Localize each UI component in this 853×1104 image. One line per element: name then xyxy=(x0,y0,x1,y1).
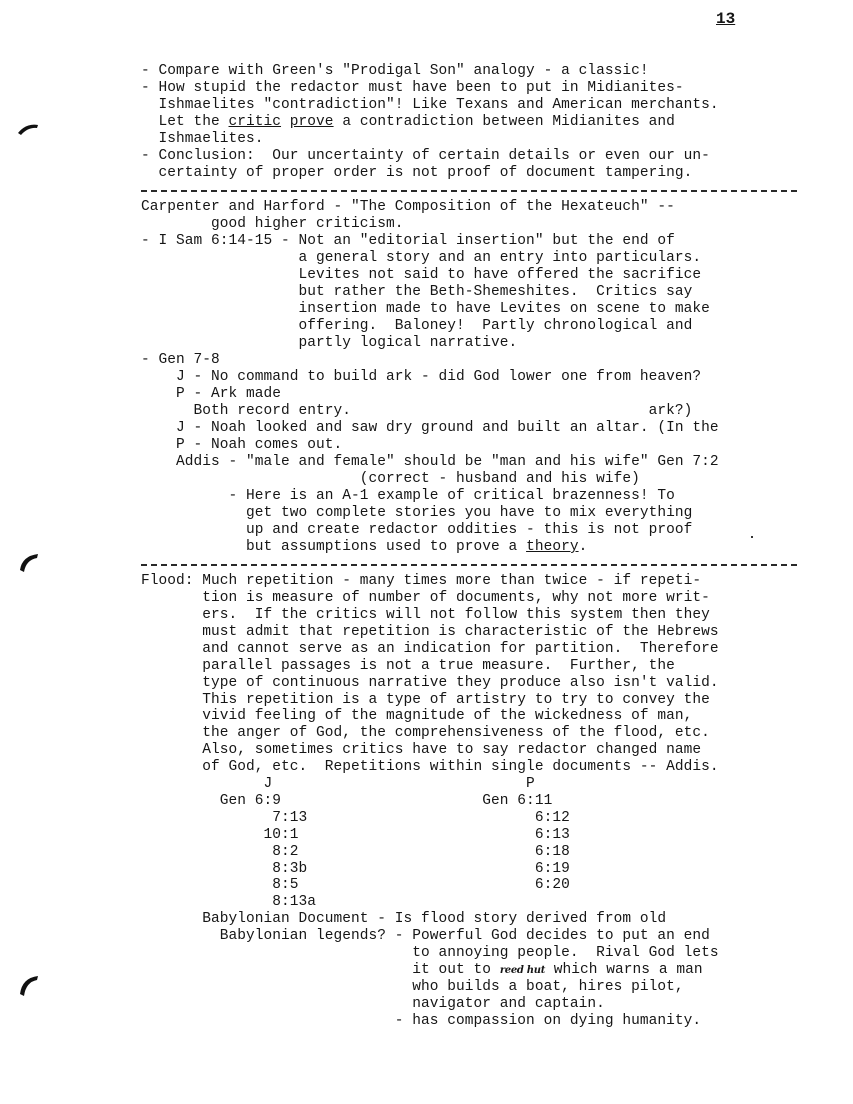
text-line: - How stupid the redactor must have been to put in Midianites- xyxy=(141,80,684,96)
stray-mark xyxy=(751,536,753,538)
page-number: 13 xyxy=(716,10,736,28)
text-line: and cannot serve as an indication for partition. Therefore xyxy=(141,641,719,657)
text-line: Babylonian Document - Is flood story derived from old xyxy=(141,911,667,927)
text-line: but rather the Beth-Shemeshites. Critics say xyxy=(141,284,693,300)
text-line: 8:5 6:20 xyxy=(141,877,570,893)
text-line: Babylonian legends? - Powerful God decides to put an end xyxy=(141,928,710,944)
text-line: tion is measure of number of documents, why not more writ- xyxy=(141,590,710,606)
text-line xyxy=(141,539,587,556)
text-line: Levites not said to have offered the sacrifice xyxy=(141,267,702,283)
line-segment: a contradiction between Midianites and xyxy=(333,114,675,130)
dashed-divider xyxy=(141,564,797,566)
text-line: Ishmaelites "contradiction"! Like Texans and American merchants. xyxy=(141,97,719,113)
text-line: 7:13 6:12 xyxy=(141,810,570,826)
text-line xyxy=(141,962,703,979)
text-line: parallel passages is not a true measure. Further, the xyxy=(141,658,675,674)
line-segment: . xyxy=(578,539,588,555)
binder-hole-mark xyxy=(16,119,40,143)
text-line: Carpenter and Harford - "The Composition of the Hexateuch" -- xyxy=(141,199,675,215)
text-line: - Here is an A-1 example of critical brazenness! To xyxy=(141,488,675,504)
text-line: the anger of God, the comprehensiveness of the flood, etc. xyxy=(141,725,710,741)
text-line: who builds a boat, hires pilot, xyxy=(141,979,684,995)
text-line: 10:1 6:13 xyxy=(141,827,570,843)
underlined-word: theory xyxy=(526,539,579,555)
line-segment: which warns a man xyxy=(545,962,703,978)
line-segment: it out to xyxy=(141,962,500,978)
underlined-word: critic xyxy=(228,114,282,130)
text-line: 8:2 6:18 xyxy=(141,844,570,860)
handwritten-insertion: reed hut xyxy=(499,965,546,976)
line-segment: Let the xyxy=(141,114,229,130)
text-line: - I Sam 6:14-15 - Not an "editorial insertion" but the end of xyxy=(141,233,675,249)
underlined-word: prove xyxy=(289,114,334,130)
text-line: to annoying people. Rival God lets xyxy=(141,945,719,961)
text-line: 8:3b 6:19 xyxy=(141,861,570,877)
text-line: up and create redactor oddities - this is not proof xyxy=(141,522,693,538)
text-line: insertion made to have Levites on scene to make xyxy=(141,301,710,317)
text-line: must admit that repetition is characteristic of the Hebrews xyxy=(141,624,719,640)
text-line: Flood: Much repetition - many times more than twice - if repeti- xyxy=(141,573,702,589)
text-line: This repetition is a type of artistry to try to convey the xyxy=(141,692,710,708)
text-line: good higher criticism. xyxy=(141,216,404,232)
text-line: partly logical narrative. xyxy=(141,335,518,351)
text-line: certainty of proper order is not proof of document tampering. xyxy=(141,165,693,181)
binder-hole-mark xyxy=(16,550,40,574)
text-line: ers. If the critics will not follow this system then they xyxy=(141,607,710,623)
text-line: (correct - husband and his wife) xyxy=(141,471,640,487)
line-segment: but assumptions used to prove a xyxy=(141,539,527,555)
text-line: P - Ark made xyxy=(141,386,282,402)
text-line: Gen 6:9 Gen 6:11 xyxy=(141,793,553,809)
line-segment xyxy=(281,114,290,130)
text-line: offering. Baloney! Partly chronological and xyxy=(141,318,693,334)
text-line: get two complete stories you have to mix everything xyxy=(141,505,693,521)
text-line: - has compassion on dying humanity. xyxy=(141,1013,702,1029)
text-line: Ishmaelites. xyxy=(141,131,264,147)
text-line: vivid feeling of the magnitude of the wickedness of man, xyxy=(141,708,693,724)
text-line: J P xyxy=(141,776,535,792)
text-line: Also, sometimes critics have to say redactor changed name xyxy=(141,742,702,758)
text-line: Addis - "male and female" should be "man and his wife" Gen 7:2 xyxy=(141,454,719,470)
text-line: Both record entry. ark?) xyxy=(141,403,693,419)
text-line: J - No command to build ark - did God lower one from heaven? xyxy=(141,369,702,385)
dashed-divider xyxy=(141,190,797,192)
text-line: - Gen 7-8 xyxy=(141,352,220,368)
text-line xyxy=(141,114,675,131)
binder-hole-mark xyxy=(16,972,40,996)
text-line: J - Noah looked and saw dry ground and built an altar. (In the xyxy=(141,420,719,436)
text-line: 8:13a xyxy=(141,894,317,910)
text-line: navigator and captain. xyxy=(141,996,605,1012)
text-line: type of continuous narrative they produce also isn't valid. xyxy=(141,675,719,691)
text-line: a general story and an entry into particulars. xyxy=(141,250,702,266)
text-line: - Conclusion: Our uncertainty of certain details or even our un- xyxy=(141,148,710,164)
text-line: of God, etc. Repetitions within single documents -- Addis. xyxy=(141,759,719,775)
text-line: P - Noah comes out. xyxy=(141,437,343,453)
text-line: - Compare with Green's "Prodigal Son" analogy - a classic! xyxy=(141,63,649,79)
